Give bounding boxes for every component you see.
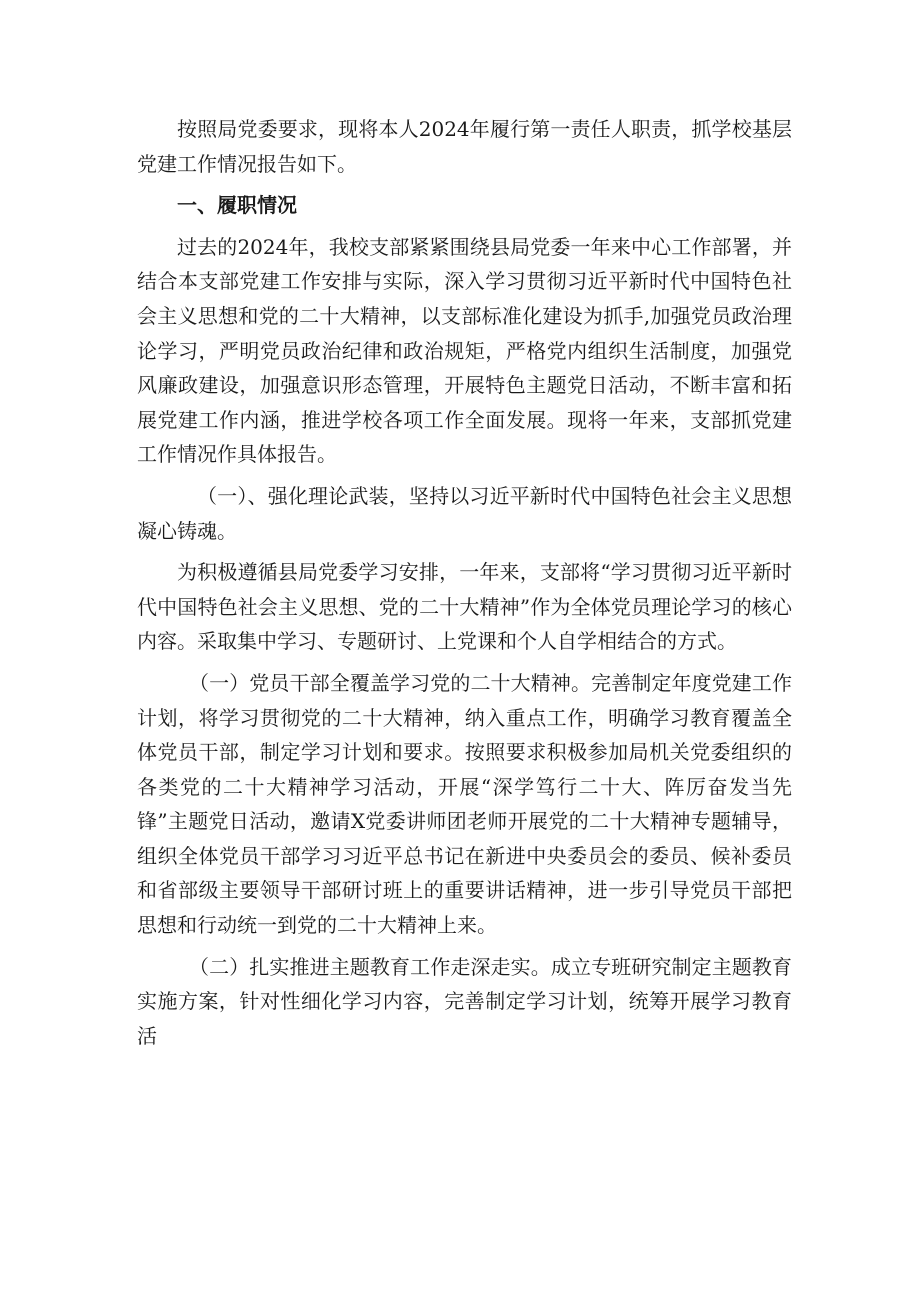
intro-paragraph: 按照局党委要求，现将本人2024年履行第一责任人职责，抓学校基层党建工作情况报告如下。	[137, 117, 792, 176]
overview-paragraph: 过去的2024年，我校支部紧紧围绕县局党委一年来中心工作部署，并结合本支部党建工作安排与实际，深入学习贯彻习近平新时代中国特色社会主义思想和党的二十大精神，以支部标准化建设为抓手,加强党员政治理论学习，严明党员政治纪律和政治规矩，严格党内组织生活制度，加强党风廉政建设，加强意识形态管理，开展特色主题党日活动，不断丰富和拓展党建工作内涵，推进学校各项工作全面发展。现将一年来，支部抓党建工作情况作具体报告。	[137, 234, 792, 467]
subsection-heading-theory: （一）、强化理论武装，坚持以习近平新时代中国特色社会主义思想凝心铸魂。	[137, 483, 792, 543]
study-arrangement-paragraph: 为积极遵循县局党委学习安排，一年来，支部将“学习贯彻习近平新时代中国特色社会主义思想、党的二十大精神”作为全体党员理论学习的核心内容。采取集中学习、专题研讨、上党课和个人自学相结合的方式。	[137, 560, 792, 654]
item-paragraph-full-coverage: （一）党员干部全覆盖学习党的二十大精神。完善制定年度党建工作计划，将学习贯彻党的二十大精神，纳入重点工作，明确学习教育覆盖全体党员干部，制定学习计划和要求。按照要求积极参加局机关党委组织的各类党的二十大精神学习活动，开展“深学笃行二十大、阵厉奋发当先锋”主题党日活动，邀请X党委讲师团老师开展党的二十大精神专题辅导，组织全体党员干部学习习近平总书记在新进中央委员会的委员、候补委员和省部级主要领导干部研讨班上的重要讲话精神，进一步引导党员干部把思想和行动统一到党的二十大精神上来。	[137, 670, 792, 938]
item-paragraph-theme-education: （二）扎实推进主题教育工作走深走实。成立专班研究制定主题教育实施方案，针对性细化学习内容，完善制定学习计划，统筹开展学习教育活	[137, 954, 792, 1048]
document-body	[137, 112, 792, 1060]
section-heading-performance: 一、履职情况	[177, 193, 297, 218]
